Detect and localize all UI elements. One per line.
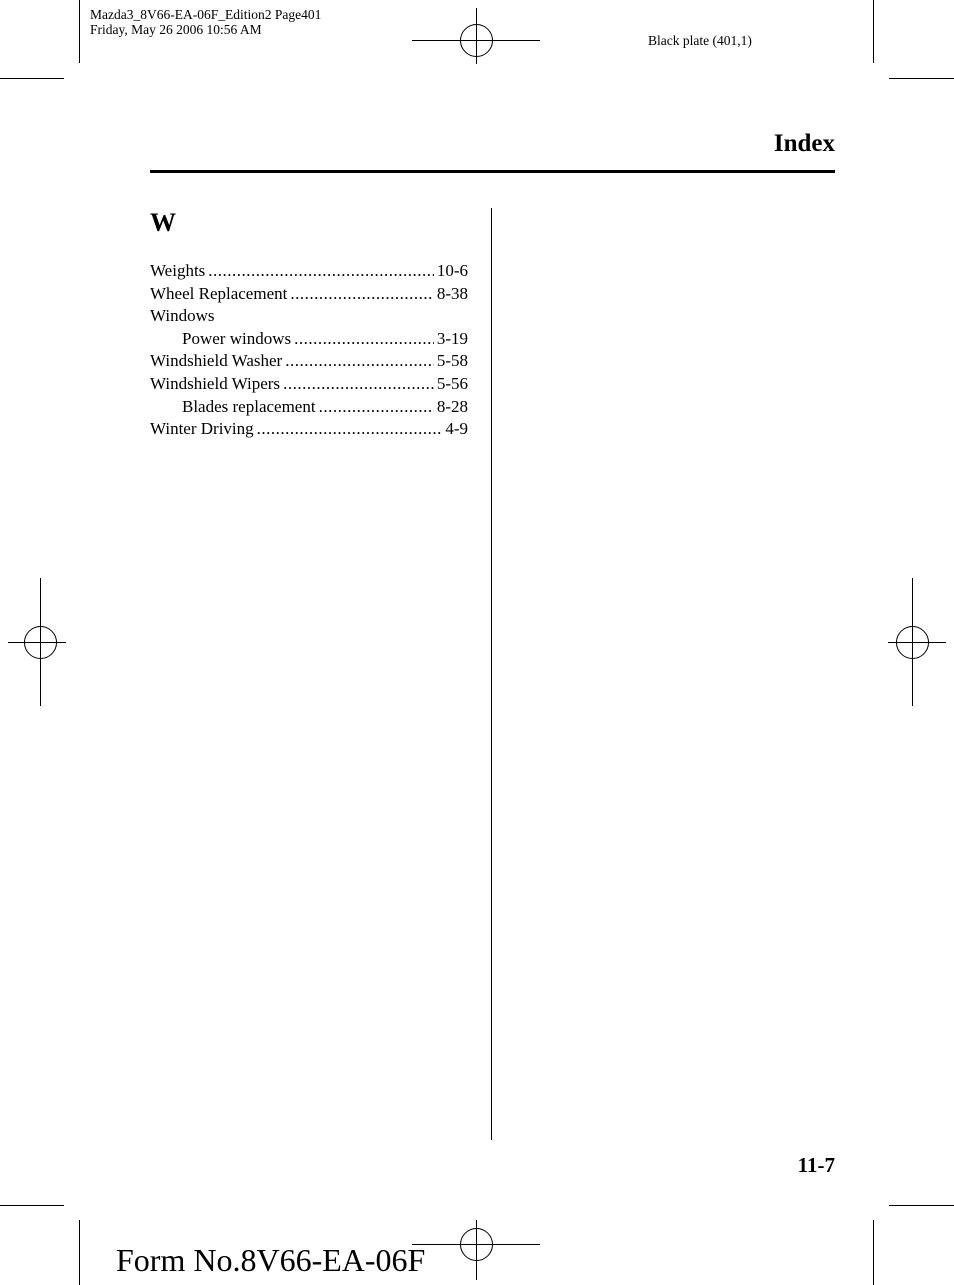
dot-leader bbox=[208, 260, 434, 283]
crop-mark bbox=[79, 0, 80, 63]
slug-info bbox=[90, 7, 321, 37]
slug-date: Friday, May 26 2006 10:56 AM bbox=[90, 22, 262, 37]
crop-mark bbox=[873, 0, 874, 63]
entry-page-ref: 8-38 bbox=[436, 283, 468, 303]
crop-mark bbox=[889, 1205, 954, 1206]
slug-filename: Mazda3_8V66-EA-06F_Edition2 Page401 bbox=[90, 7, 322, 22]
index-entry bbox=[150, 418, 468, 441]
dot-leader bbox=[283, 373, 434, 396]
section-letter: W bbox=[150, 208, 176, 237]
column-divider bbox=[491, 208, 492, 1140]
crop-mark bbox=[0, 1205, 64, 1206]
crop-mark bbox=[79, 1220, 80, 1285]
entry-label: Windows bbox=[150, 306, 215, 326]
index-entry bbox=[150, 305, 468, 328]
index-entry bbox=[150, 260, 468, 283]
dot-leader bbox=[290, 283, 433, 306]
dot-leader bbox=[319, 396, 434, 419]
entry-label: Windshield Washer bbox=[150, 351, 283, 371]
entry-label: Weights bbox=[150, 261, 206, 280]
entry-label: Winter Driving bbox=[150, 419, 254, 439]
plate-label: Black plate (401,1) bbox=[648, 33, 752, 48]
index-entry bbox=[150, 396, 468, 419]
entry-page-ref: 5-58 bbox=[436, 351, 468, 371]
dot-leader bbox=[257, 418, 443, 441]
entry-page-ref: 5-56 bbox=[436, 373, 468, 393]
index-entry-list bbox=[150, 260, 468, 441]
dot-leader bbox=[285, 350, 434, 373]
index-entry bbox=[150, 350, 468, 373]
index-entry bbox=[150, 373, 468, 396]
crop-mark bbox=[889, 78, 954, 79]
page-title: Index bbox=[773, 130, 835, 157]
entry-label: Power windows bbox=[182, 328, 292, 348]
entry-page-ref: 4-9 bbox=[445, 419, 468, 439]
entry-label: Windshield Wipers bbox=[150, 373, 281, 393]
index-entry bbox=[150, 328, 468, 351]
form-number: Form No.8V66-EA-06F bbox=[116, 1242, 426, 1278]
crop-mark bbox=[873, 1220, 874, 1285]
crop-mark bbox=[0, 78, 64, 79]
entry-page-ref: 3-19 bbox=[436, 328, 468, 348]
entry-label: Wheel Replacement bbox=[150, 283, 288, 303]
index-entry bbox=[150, 283, 468, 306]
entry-page-ref: 8-28 bbox=[436, 396, 468, 416]
page-number: 11-7 bbox=[797, 1153, 835, 1177]
entry-label: Blades replacement bbox=[182, 396, 316, 416]
dot-leader bbox=[294, 328, 434, 351]
entry-page-ref: 10-6 bbox=[436, 261, 468, 280]
title-rule bbox=[150, 170, 835, 173]
